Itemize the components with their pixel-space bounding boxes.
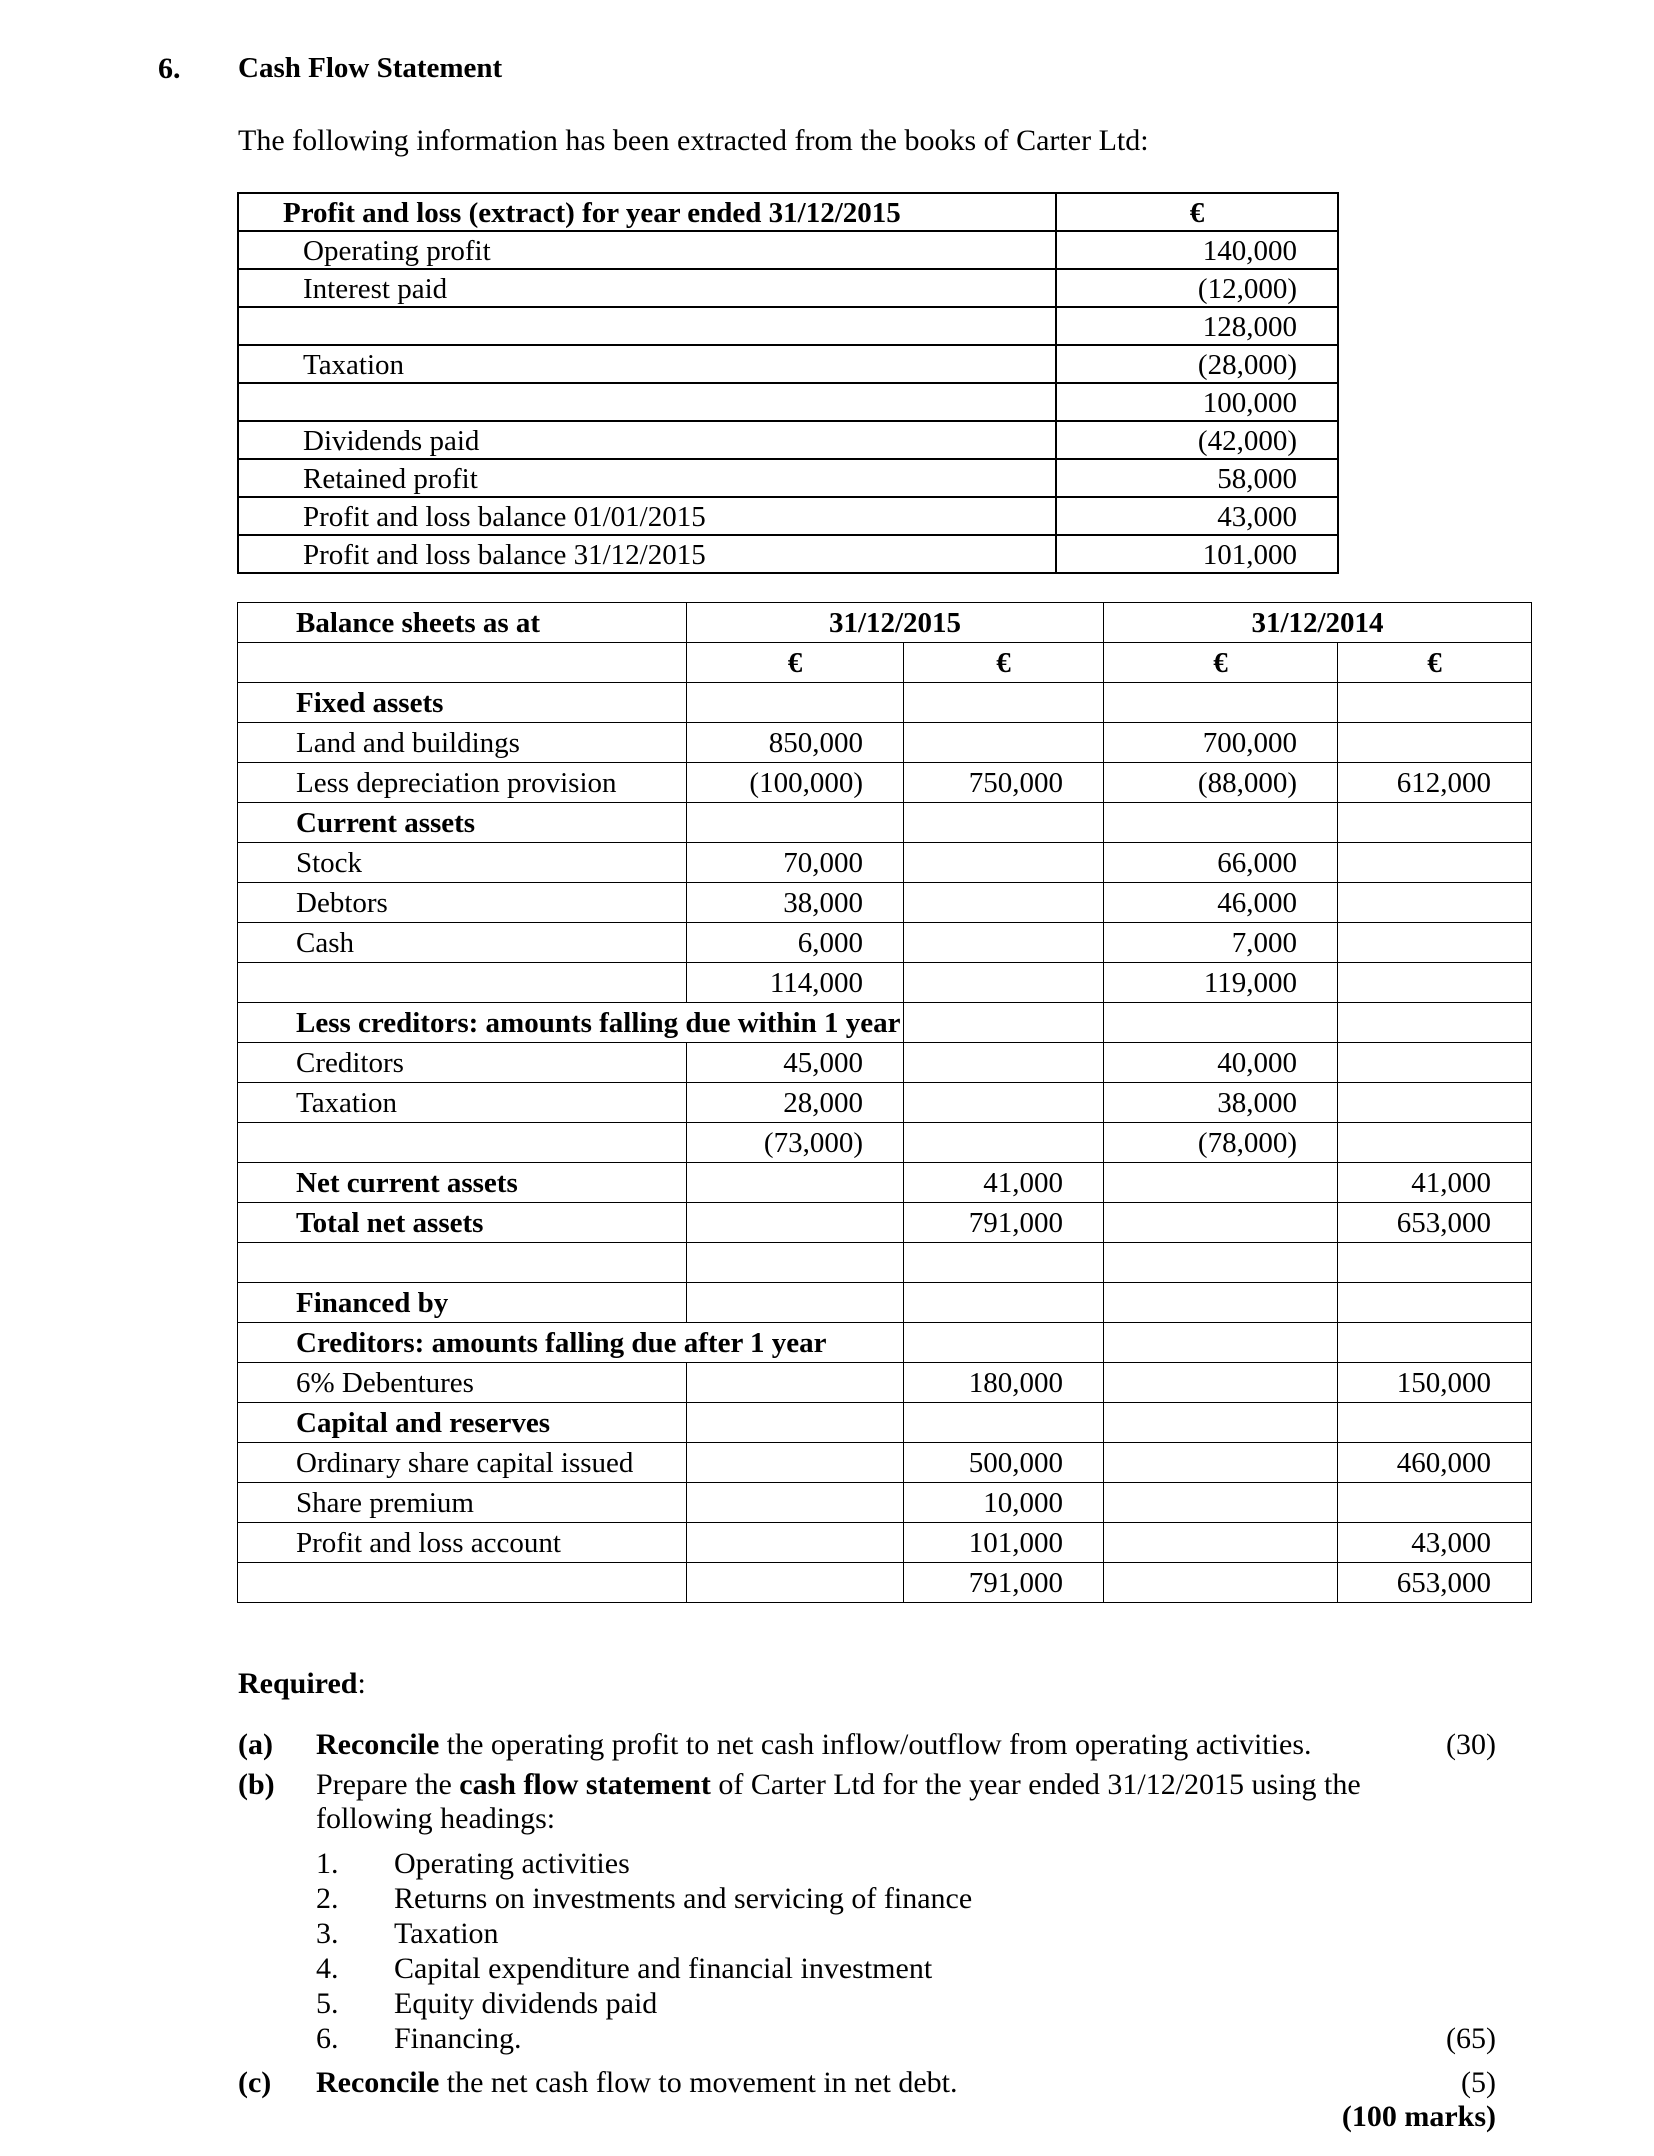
part-a-label: (a) xyxy=(238,1728,273,1761)
required-heading: Required: xyxy=(238,1667,366,1700)
heading-num: 2. xyxy=(316,1882,339,1915)
table-row: Cash 6,000 7,000 xyxy=(238,923,1532,963)
heading-num: 5. xyxy=(316,1987,339,2020)
table-row: (73,000) (78,000) xyxy=(238,1123,1532,1163)
section-financed-by: Financed by xyxy=(238,1283,687,1323)
bs-date-2015: 31/12/2015 xyxy=(687,603,1104,643)
table-row: 100,000 xyxy=(238,383,1338,421)
table-row: Retained profit 58,000 xyxy=(238,459,1338,497)
section-less-creditors: Less creditors: amounts falling due within 1 year xyxy=(238,1003,904,1043)
part-b-text: Prepare the cash flow statement of Carter Ltd for the year ended 31/12/2015 using the xyxy=(316,1768,1361,1801)
table-row: Share premium 10,000 xyxy=(238,1483,1532,1523)
section-creditors-after: Creditors: amounts falling due after 1 year xyxy=(238,1323,904,1363)
balance-sheet-table xyxy=(237,602,1532,1603)
heading-item: Equity dividends paid xyxy=(394,1987,658,2020)
heading-num: 4. xyxy=(316,1952,339,1985)
table-row xyxy=(238,1323,1532,1363)
table-row xyxy=(238,1243,1532,1283)
section-fixed-assets: Fixed assets xyxy=(238,683,687,723)
question-number: 6. xyxy=(158,52,181,85)
pl-currency: € xyxy=(1056,193,1338,231)
heading-item: Capital expenditure and financial investment xyxy=(394,1952,933,1985)
table-row: Stock 70,000 66,000 xyxy=(238,843,1532,883)
table-row: 114,000 119,000 xyxy=(238,963,1532,1003)
bs-header-row xyxy=(238,603,1532,643)
table-row xyxy=(238,1003,1532,1043)
intro-text: The following information has been extracted from the books of Carter Ltd: xyxy=(238,124,1149,157)
part-b-marks: (65) xyxy=(1446,2022,1496,2055)
heading-item: Returns on investments and servicing of finance xyxy=(394,1882,973,1915)
part-c-marks: (5) xyxy=(1461,2066,1496,2099)
total-marks: (100 marks) xyxy=(1341,2100,1496,2133)
table-row: Creditors 45,000 40,000 xyxy=(238,1043,1532,1083)
section-capital-reserves: Capital and reserves xyxy=(238,1403,687,1443)
table-row: Debtors 38,000 46,000 xyxy=(238,883,1532,923)
bs-date-2014: 31/12/2014 xyxy=(1104,603,1532,643)
heading-item: Operating activities xyxy=(394,1847,630,1880)
table-row: Ordinary share capital issued 500,000 460,000 xyxy=(238,1443,1532,1483)
part-b-text-cont: following headings: xyxy=(316,1802,556,1835)
table-row: Less depreciation provision (100,000) 750,000 (88,000) 612,000 xyxy=(238,763,1532,803)
table-row xyxy=(238,1403,1532,1443)
table-row: 128,000 xyxy=(238,307,1338,345)
question-title: Cash Flow Statement xyxy=(238,52,503,84)
table-row: Profit and loss balance 01/01/2015 43,000 xyxy=(238,497,1338,535)
table-row: Dividends paid (42,000) xyxy=(238,421,1338,459)
heading-item: Taxation xyxy=(394,1917,499,1950)
table-row xyxy=(238,803,1532,843)
section-current-assets: Current assets xyxy=(238,803,687,843)
table-row: Operating profit 140,000 xyxy=(238,231,1338,269)
pl-header-row xyxy=(238,193,1338,231)
table-row: Profit and loss account 101,000 43,000 xyxy=(238,1523,1532,1563)
part-a-marks: (30) xyxy=(1446,1728,1496,1761)
profit-loss-table xyxy=(237,192,1339,574)
table-row: Net current assets 41,000 41,000 xyxy=(238,1163,1532,1203)
table-row: 6% Debentures 180,000 150,000 xyxy=(238,1363,1532,1403)
table-row: Interest paid (12,000) xyxy=(238,269,1338,307)
part-c-text: Reconcile the net cash flow to movement in net debt. xyxy=(316,2066,958,2099)
heading-item: Financing. xyxy=(394,2022,522,2055)
table-row: 791,000 653,000 xyxy=(238,1563,1532,1603)
heading-num: 3. xyxy=(316,1917,339,1950)
table-row: Land and buildings 850,000 700,000 xyxy=(238,723,1532,763)
table-row xyxy=(238,683,1532,723)
table-row: Total net assets 791,000 653,000 xyxy=(238,1203,1532,1243)
bs-currency-row: € € € € xyxy=(238,643,1532,683)
part-a-text: Reconcile the operating profit to net cash inflow/outflow from operating activities. xyxy=(316,1728,1312,1761)
table-row: Taxation (28,000) xyxy=(238,345,1338,383)
table-row: Taxation 28,000 38,000 xyxy=(238,1083,1532,1123)
part-b-label: (b) xyxy=(238,1768,275,1801)
part-c-label: (c) xyxy=(238,2066,272,2099)
table-row xyxy=(238,1283,1532,1323)
table-row: Profit and loss balance 31/12/2015 101,000 xyxy=(238,535,1338,573)
bs-heading: Balance sheets as at xyxy=(238,603,687,643)
heading-num: 6. xyxy=(316,2022,339,2055)
heading-num: 1. xyxy=(316,1847,339,1880)
pl-heading: Profit and loss (extract) for year ended 31/12/2015 xyxy=(238,193,1056,231)
